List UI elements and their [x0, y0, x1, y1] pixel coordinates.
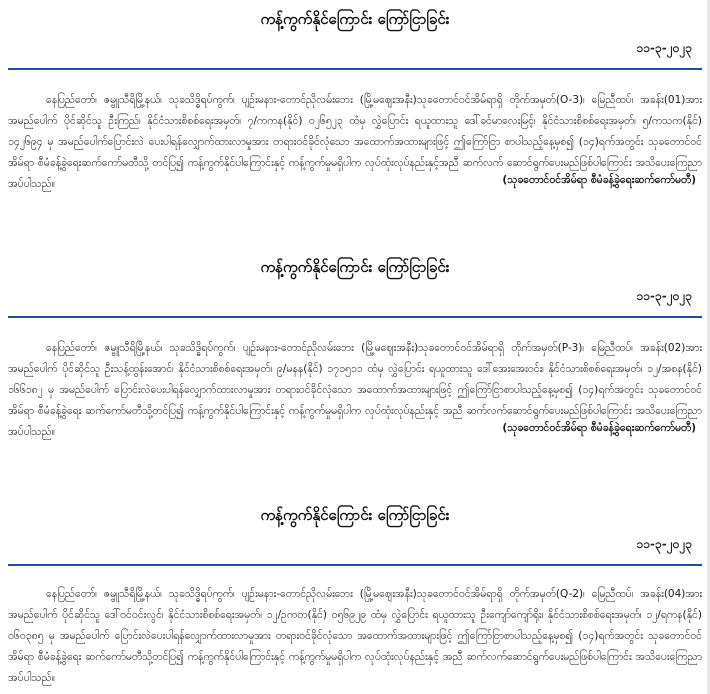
notice-body: နေပြည်တော်၊ ဇမ္ဗူသီရိမြို့နယ်၊ သုခသိဒ္ဓိရပ်ကွက်၊ ပျဉ်းမနား-တောင်ညိုလမ်းဘေး (မြို့မဈေးအနီး)သုခတောင်ဝင်အိမ်ရာရှိ တိုက်အမှတ်(Q-2)၊ မြေညီထပ်၊ အခန်း(04)အား အမည်ပေါက် ပိုင်ဆိုင်သူ ဒေါ်ဝင်ဝင်းလွင်၊ နိုင်ငံသားစိစစ်ရေးအမှတ်၊ ၁၂/ဥကတ(နိုင်) ၀၅၆၉၂၉ ထံမှ လွှဲပြောင်း ရယူထားသူ ဦးကျော်ကျော်ရိုး၊ နိုင်ငံသားစိစစ်ရေးအမှတ်၊ ၁၂/ရကန(နိုင်) ၀၆၀၃၈၅ မှ အမည်ပေါက် ပြောင်းလဲပေးပါရန်လျှောက်ထားလာမှုအား တရားဝင်ခိုင်လုံသော အထောက်အထားများဖြင့် ဤကြော်ငြာစာပါသည့်နေ့မှစ၍ (၁၄)ရက်အတွင်း သုခတောင်ဝင်အိမ်ရာ စီမံခန့်ခွဲရေး ဆက်ကော်မတီသို့တင်ပြ၍ ကန့်ကွက်နိုင်ပါကြောင်းနှင့် ကန့်ကွက်မှုမရှိပါက လုပ်ထုံးလုပ်နည်းနှင့် အညီ ဆက်လက်ဆောင်ရွက်ပေးမည်ဖြစ်ပါကြောင်း အသိပေးကြေညာအပ်ပါသည်။	[8, 588, 702, 684]
divider	[8, 564, 702, 566]
notice-date: ၁၁-၃-၂၀၂၃	[636, 289, 692, 303]
notice-signature: (သုခတောင်ဝင်အိမ်ရာ စီမံခန့်ခွဲရေးဆက်ကော်မတီ)	[502, 174, 696, 186]
notice-body: နေပြည်တော်၊ ဇမ္ဗူသီရိမြို့နယ်၊ သုခသိဒ္ဓိရပ်ကွက်၊ ပျဉ်းမနား-တောင်ညိုလမ်းဘေး (မြို့မဈေးအနီး)သုခတောင်ဝင်အိမ်ရာရှိ တိုက်အမှတ်(P-3)၊ မြေညီထပ်၊ အခန်း(02)အား အမည်ပေါက် ပိုင်ဆိုင်သူ ဦးသန့်ထွန်းအောင်၊ နိုင်ငံသားစိစစ်ရေးအမှတ်၊ ၉/မနန(နိုင်) ၁၇၁၅၁၁ ထံမှ လွှဲပြောင်း ရယူထားသူ ဒေါ်အေးအေးဝင်း၊ နိုင်ငံသားစိစစ်ရေးအမှတ်၊ ၁၂/အစန(နိုင်) ၁၆၆၁၈၂ မှ အမည်ပေါက် ပြောင်းလဲပေးပါရန်လျှောက်ထားလာမှုအား တရားဝင်ခိုင်လုံသော အထောက်အထားများဖြင့် ဤကြော်ငြာစာပါသည့်နေ့မှစ၍ (၁၄)ရက်အတွင်း သုခတောင်ဝင်အိမ်ရာ စီမံခန့်ခွဲရေး ဆက်ကော်မတီသို့တင်ပြ၍ ကန့်ကွက်နိုင်ပါကြောင်းနှင့် ကန့်ကွက်မှုမရှိပါက လုပ်ထုံးလုပ်နည်းနှင့် အညီ ဆက်လက်ဆောင်ရွက်ပေးမည်ဖြစ်ပါကြောင်း အသိပေးကြေညာအပ်ပါသည်။	[8, 342, 702, 438]
notice-signature: (သုခတောင်ဝင်အိမ်ရာ စီမံခန့်ခွဲရေးဆက်ကော်မတီ)	[502, 422, 696, 434]
notice-title: ကန့်ကွက်နိုင်ကြောင်း ကြော်ငြာခြင်း	[260, 506, 450, 524]
divider	[8, 316, 702, 318]
divider	[8, 68, 702, 70]
notice-title: ကန့်ကွက်နိုင်ကြောင်း ကြော်ငြာခြင်း	[260, 10, 450, 28]
notice-date: ၁၁-၃-၂၀၂၃	[636, 41, 692, 55]
notice-body: နေပြည်တော်၊ ဇမ္ဗူသီရိမြို့နယ်၊ သုခသိဒ္ဓိရပ်ကွက်၊ ပျဉ်းမနား-တောင်ညိုလမ်းဘေး (မြို့မဈေးအနီး)သုခတောင်ဝင်အိမ်ရာရှိ တိုက်အမှတ်(O-3)၊ မြေညီထပ်၊ အခန်း(01)အား အမည်ပေါက် ပိုင်ဆိုင်သူ ဦးကြည်၊ နိုင်ငံသားစိစစ်ရေးအမှတ်၊ ၇/ကကန(နိုင်) ၀၂၆၅၂၃ ထံမှ လွှဲပြောင်း ရယူထားသူ ဒေါ်ခင်မာလေးမြင့်၊ နိုင်ငံသားစိစစ်ရေးအမှတ်၊ ၅/ကသက(နိုင်) ၁၄၂၆၉၄ မှ အမည်ပေါက်ပြောင်းလဲ ပေးပါရန်လျှောက်ထားလာမှုအား တရားဝင်ခိုင်လုံသော အထောက်အထားများဖြင့် ဤကြော်ငြာ စာပါသည့်နေ့မှစ၍ (၁၄)ရက်အတွင်း သုခတောင်ဝင်အိမ်ရာ စီမံခန့်ခွဲရေးဆက်ကော်မတီသို့ တင်ပြ၍ ကန့်ကွက်နိုင်ပါကြောင်းနှင့် ကန့်ကွက်မှုမရှိပါက လုပ်ထုံးလုပ်နည်းနှင့်အညီ ဆက်လက် ဆောင်ရွက်ပေးမည်ဖြစ်ပါကြောင်း အသိပေးကြေညာအပ်ပါသည်။	[8, 94, 702, 190]
notice-title: ကန့်ကွက်နိုင်ကြောင်း ကြော်ငြာခြင်း	[260, 258, 450, 276]
notice-date: ၁၁-၃-၂၀၂၃	[636, 537, 692, 551]
